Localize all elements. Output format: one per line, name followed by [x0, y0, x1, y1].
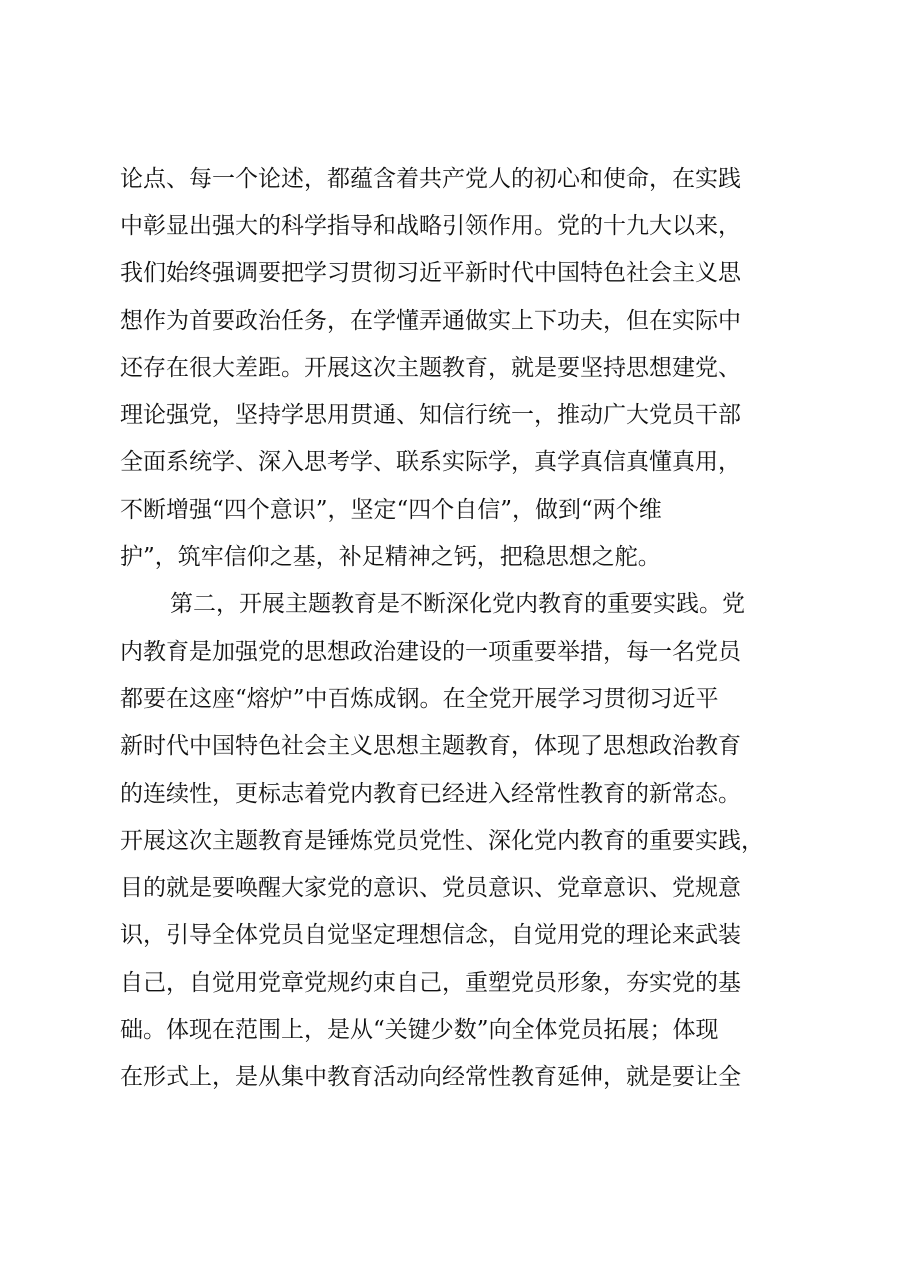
- text-line: 础。体现在范围上，是从“关键少数”向全体党员拓展；体现: [120, 1017, 719, 1043]
- text-line: 不断增强“四个意识”，坚定“四个自信”，做到“两个维: [120, 497, 662, 523]
- text-line: 还存在很大差距。开展这次主题教育，就是要坚持思想建党、: [120, 355, 741, 381]
- text-line: 的连续性，更标志着党内教育已经进入经常性教育的新常态。: [120, 781, 741, 807]
- text-line: 论点、每一个论述，都蕴含着共产党人的初心和使命，在实践: [120, 166, 741, 192]
- text-line: 在形式上，是从集中教育活动向经常性教育延伸，就是要让全: [120, 1064, 741, 1090]
- text-line: 中彰显出强大的科学指导和战略引领作用。党的十九大以来，: [120, 213, 741, 239]
- text-line: 都要在这座“熔炉”中百炼成钢。在全党开展学习贯彻习近平: [120, 686, 719, 712]
- text-line: 内教育是加强党的思想政治建设的一项重要举措，每一名党员: [120, 639, 741, 665]
- text-line: 开展这次主题教育是锤炼党员党性、深化党内教育的重要实践，: [120, 828, 764, 854]
- text-line: 自己，自觉用党章党规约束自己，重塑党员形象，夯实党的基: [120, 970, 741, 996]
- text-line: 全面系统学、深入思考学、联系实际学，真学真信真懂真用，: [120, 449, 741, 475]
- text-line: 护”，筑牢信仰之基，补足精神之钙，把稳思想之舵。: [120, 544, 661, 570]
- text-line: 目的就是要唤醒大家党的意识、党员意识、党章意识、党规意: [120, 875, 741, 901]
- text-line: 新时代中国特色社会主义思想主题教育，体现了思想政治教育: [120, 733, 741, 759]
- text-line: 理论强党，坚持学思用贯通、知信行统一，推动广大党员干部: [120, 402, 741, 428]
- paragraph-first-line: 第二，开展主题教育是不断深化党内教育的重要实践。党: [170, 591, 745, 617]
- text-line: 我们始终强调要把学习贯彻习近平新时代中国特色社会主义思: [120, 260, 741, 286]
- text-line: 识，引导全体党员自觉坚定理想信念，自觉用党的理论来武装: [120, 922, 741, 948]
- text-line: 想作为首要政治任务，在学懂弄通做实上下功夫，但在实际中: [120, 308, 741, 334]
